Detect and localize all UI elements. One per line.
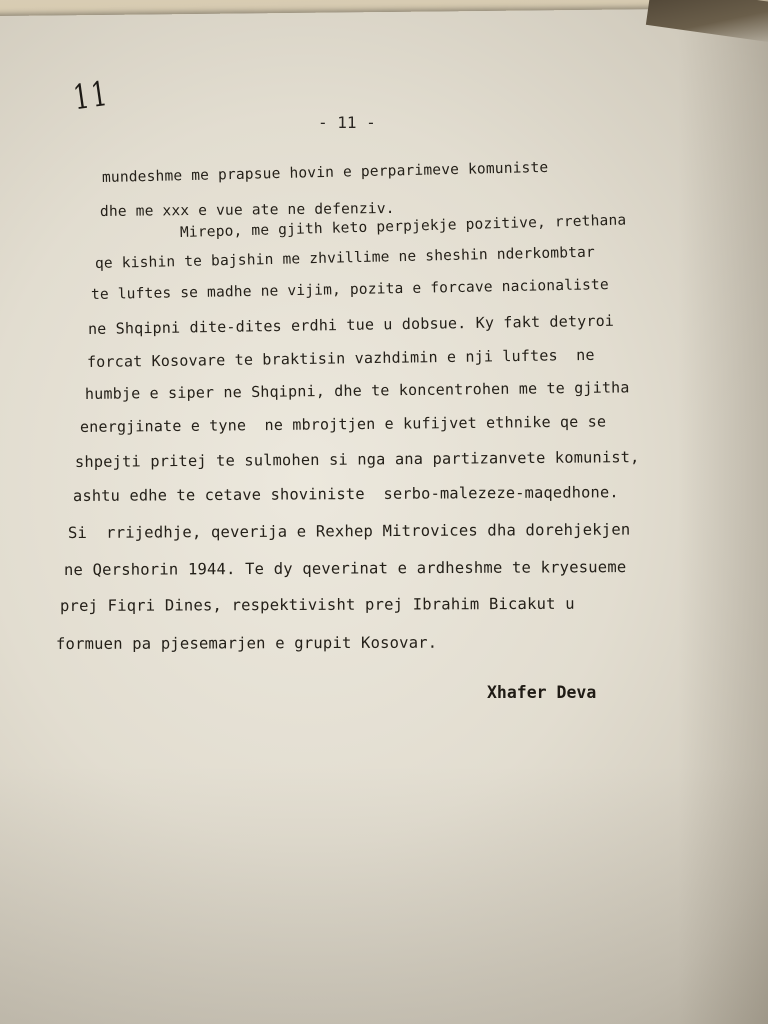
author-signature: Xhafer Deva (487, 683, 597, 702)
text-line: qe kishin te bajshin me zhvillime ne sheshin nderkombtar (94, 244, 596, 272)
text-line: formuen pa pjesemarjen e grupit Kosovar. (55, 633, 438, 653)
text-line: ne Qershorin 1944. Te dy qeverinat e ardheshme te kryesueme (63, 558, 627, 579)
text-line: energjinate e tyne ne mbrojtjen e kufijvet ethnike qe se (79, 412, 607, 436)
text-line: prej Fiqri Dines, respektivisht prej Ibrahim Bicakut u (59, 594, 575, 615)
text-line: forcat Kosovare te braktisin vazhdimin e nji luftes ne (86, 345, 595, 371)
handwritten-page-mark: 11 (71, 73, 113, 119)
text-line: Si rrijedhje, qeverija e Rexhep Mitrovices dha dorehjekjen (67, 520, 631, 542)
text-line: te luftes se madhe ne vijim, pozita e forcave nacionaliste (90, 277, 609, 303)
text-line: mundeshme me prapsue hovin e perparimeve komuniste (101, 159, 549, 186)
text-line: humbje e siper ne Shqipni, dhe te koncentrohen me te gjitha (84, 378, 630, 403)
text-line: shpejti pritej te sulmohen si nga ana partizanvete komunist, (74, 448, 640, 471)
text-line: ne Shqipni dite-dites erdhi tue u dobsue. Ky fakt detyroi (87, 311, 615, 338)
text-line: Mirepo, me gjith keto perpjekje pozitive, rrethana (179, 212, 627, 241)
bottom-shadow (0, 764, 768, 1024)
page-number: - 11 - (318, 113, 376, 132)
text-line: ashtu edhe te cetave shoviniste serbo-malezeze-maqedhone. (72, 483, 619, 505)
text-line: dhe me xxx e vue ate ne defenziv. (99, 200, 395, 220)
